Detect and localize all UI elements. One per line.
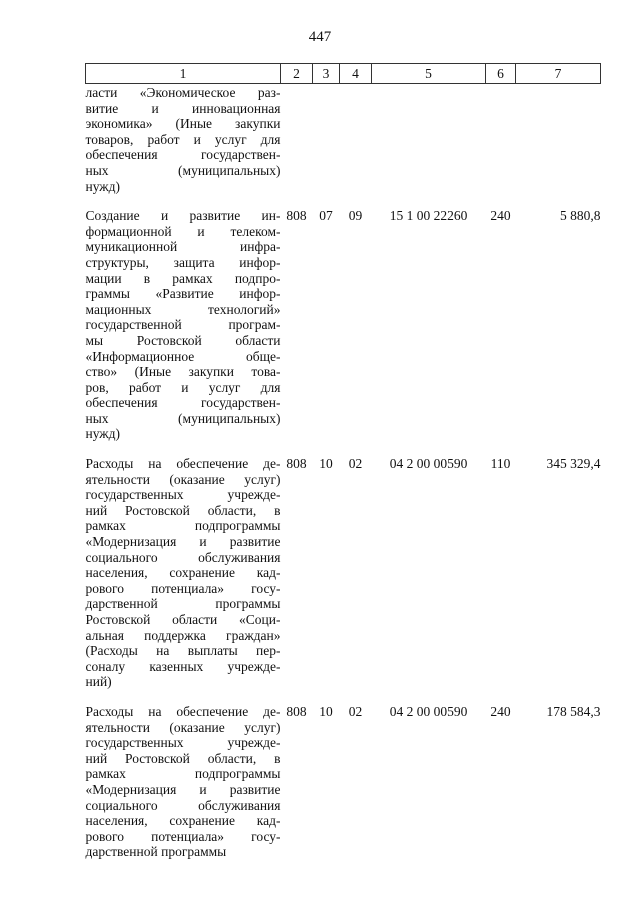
description-line: ных (муниципальных) xyxy=(85,162,281,178)
table-row xyxy=(86,194,601,442)
cell-expense-type xyxy=(486,84,516,195)
description-line: ласти «Экономическое раз- xyxy=(85,85,281,100)
row-description xyxy=(86,442,281,690)
cell-expense-type: 240 xyxy=(490,703,511,719)
description-line: дарственной программы xyxy=(85,596,281,612)
description-line: Расходы на обеспечение де- xyxy=(85,703,281,719)
header-col-1: 1 xyxy=(86,64,281,84)
cell-amount: 345 329,4 xyxy=(546,456,601,472)
description-line: рового потенциала» госу- xyxy=(85,828,281,844)
cell-expense-type: 110 xyxy=(490,456,511,472)
description-line: населения, сохранение кад- xyxy=(85,565,281,581)
cell-amount: 178 584,3 xyxy=(546,703,601,719)
budget-table xyxy=(85,63,601,860)
description-line: нужд) xyxy=(85,178,120,194)
cell-admin-code: 808 xyxy=(286,703,307,719)
description-line: Создание и развитие ин- xyxy=(85,208,281,224)
row-description xyxy=(86,194,281,442)
cell-section: 10 xyxy=(319,703,333,719)
cell-target-article: 15 1 00 22260 xyxy=(389,208,468,224)
description-line: рового потенциала» госу- xyxy=(85,580,281,596)
cell-target-article: 04 2 00 00590 xyxy=(389,456,468,472)
description-line: мы Ростовской области xyxy=(85,332,281,348)
header-col-7: 7 xyxy=(516,64,601,84)
description-line: (Расходы на выплаты пер- xyxy=(85,643,281,659)
header-row xyxy=(86,64,601,84)
description-line: экономика» (Иные закупки xyxy=(85,116,281,132)
description-line: ний Ростовской области, в xyxy=(85,750,281,766)
description-line: ров, работ и услуг для xyxy=(85,379,281,395)
header-col-3: 3 xyxy=(313,64,340,84)
description-line: структуры, защита инфор- xyxy=(85,254,281,270)
description-line: граммы «Развитие инфор- xyxy=(85,286,281,302)
description-line: муникационной инфра- xyxy=(85,239,281,255)
description-line: социального обслуживания xyxy=(85,549,281,565)
description-line: мационных технологий» xyxy=(85,301,281,317)
cell-section xyxy=(313,84,340,195)
description-line: «Модернизация и развитие xyxy=(85,534,281,550)
description-line: соналу казенных учрежде- xyxy=(85,658,281,674)
description-line: государственных учрежде- xyxy=(85,487,281,503)
page-number: 447 xyxy=(308,29,332,45)
description-line: дарственной программы xyxy=(85,844,227,860)
table-row xyxy=(86,442,601,690)
description-line: формационной и телеком- xyxy=(85,223,281,239)
description-line: альная поддержка граждан» xyxy=(85,627,281,643)
cell-subsection: 02 xyxy=(348,703,363,719)
cell-target-article xyxy=(372,84,486,195)
description-line: ных (муниципальных) xyxy=(85,410,281,426)
description-line: мации в рамках подпро- xyxy=(85,270,281,286)
cell-target-article: 04 2 00 00590 xyxy=(389,703,468,719)
description-line: государственных учрежде- xyxy=(85,735,281,751)
description-line: витие и инновационная xyxy=(85,100,281,116)
description-line: товаров, работ и услуг для xyxy=(85,131,281,147)
cell-section: 07 xyxy=(319,208,333,224)
header-col-4: 4 xyxy=(340,64,372,84)
description-line: населения, сохранение кад- xyxy=(85,813,281,829)
header-col-2: 2 xyxy=(281,64,313,84)
cell-subsection: 09 xyxy=(348,208,363,224)
description-line: обеспечения государствен- xyxy=(85,395,281,411)
description-line: ний) xyxy=(85,674,112,690)
description-line: обеспечения государствен- xyxy=(85,147,281,163)
row-description xyxy=(86,84,281,195)
description-line: «Информационное обще- xyxy=(85,348,281,364)
cell-amount xyxy=(516,84,601,195)
header-col-6: 6 xyxy=(486,64,516,84)
cell-subsection xyxy=(340,84,372,195)
description-line: ство» (Иные закупки това- xyxy=(85,364,281,380)
description-line: ятельности (оказание услуг) xyxy=(85,471,281,487)
description-line: Расходы на обеспечение де- xyxy=(85,456,281,472)
cell-admin-code: 808 xyxy=(286,208,307,224)
header-col-5: 5 xyxy=(372,64,486,84)
description-line: «Модернизация и развитие xyxy=(85,781,281,797)
description-line: государственной програм- xyxy=(85,317,281,333)
description-line: рамках подпрограммы xyxy=(85,518,281,534)
cell-admin-code xyxy=(281,84,313,195)
table-row xyxy=(86,84,601,195)
cell-amount: 5 880,8 xyxy=(560,208,601,224)
cell-subsection: 02 xyxy=(348,456,363,472)
description-line: социального обслуживания xyxy=(85,797,281,813)
row-description xyxy=(86,690,281,860)
description-line: ятельности (оказание услуг) xyxy=(85,719,281,735)
description-line: нужд) xyxy=(85,426,120,442)
description-line: рамках подпрограммы xyxy=(85,766,281,782)
description-line: Ростовской области «Соци- xyxy=(85,612,281,627)
description-line: ний Ростовской области, в xyxy=(85,502,281,518)
cell-expense-type: 240 xyxy=(490,208,511,224)
table-row xyxy=(86,690,601,860)
cell-section: 10 xyxy=(319,456,333,472)
cell-admin-code: 808 xyxy=(286,456,307,472)
